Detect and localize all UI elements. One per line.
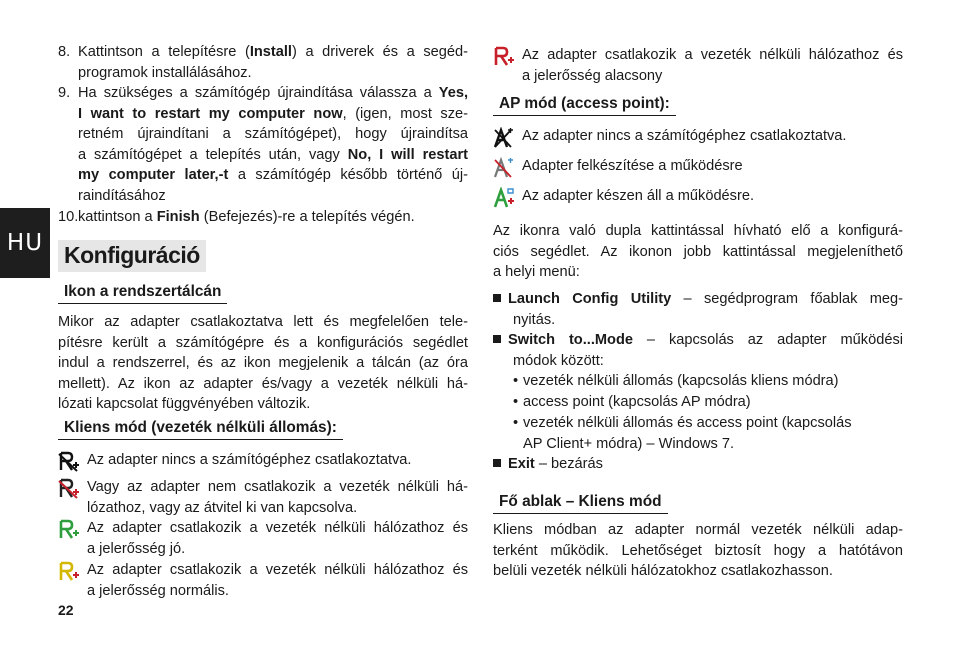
status-description: Az adapter nincs a számítógéphez csatlakoztatva.: [522, 128, 847, 144]
section-title: Konfiguráció: [58, 240, 206, 272]
bullet-dot-icon: •: [513, 415, 519, 431]
ap-disconnected-icon: [493, 127, 515, 149]
ap-heading: AP mód (access point):: [493, 95, 676, 116]
status-description: Az adapter készen áll a működésre.: [522, 188, 755, 204]
step-text-line: retném újraindítani a számítógépet), hogy újraindítsa: [78, 126, 468, 143]
status-description: Az adapter nincs a számítógéphez csatlakoztatva.: [87, 452, 412, 468]
bullet-square-icon: [493, 335, 501, 343]
mode-option: vezeték nélküli állomás (kapcsolás kliens módra): [523, 373, 839, 389]
step-number: 10.: [58, 209, 79, 225]
main-window-heading: Fő ablak – Kliens mód: [493, 493, 668, 514]
step-text-line: raindításához: [78, 188, 166, 204]
status-description: lózathoz, vagy az átvitel ki van kapcsolva.: [87, 499, 358, 516]
paragraph-line: pítésre került a számítógépre és a konfigurációs segédlet: [58, 334, 468, 351]
paragraph-line: ciós segédlet. Az ikonon jobb kattintással megjeleníthető: [493, 243, 903, 260]
page-number: 22: [58, 602, 74, 618]
status-description: Adapter felkészítése a működésre: [522, 158, 743, 174]
mode-option: AP Client+ módra) – Windows 7.: [523, 435, 735, 452]
client-signal-good-icon: [58, 519, 80, 541]
status-description: Az adapter csatlakozik a vezeték nélküli hálózathoz és: [87, 520, 468, 536]
step-text-line: kattintson a Finish (Befejezés)-re a telepítés végén.: [78, 209, 415, 225]
ap-preparing-icon: [493, 157, 515, 179]
step-text-line: programok installálásához.: [78, 64, 252, 81]
status-description: a jelerősség normális.: [87, 582, 229, 599]
bullet-square-icon: [493, 459, 501, 467]
status-description: Az adapter csatlakozik a vezeték nélküli hálózathoz és: [87, 562, 468, 578]
bullet-dot-icon: •: [513, 373, 519, 389]
client-signal-normal-icon: [58, 561, 80, 583]
mode-option: vezeték nélküli állomás és access point (kapcsolás: [523, 415, 852, 431]
language-tab: HU: [0, 208, 50, 278]
status-description: Vagy az adapter nem csatlakozik a vezeték nélküli há-: [87, 479, 468, 495]
paragraph-line: terként működik. Lehetőséget biztosít hogy a hatótávon: [493, 542, 903, 559]
status-description: Az adapter csatlakozik a vezeték nélküli hálózathoz és: [522, 47, 903, 63]
step-text-line: my computer later,-t a számítógép később történő új-: [78, 167, 468, 184]
paragraph-line: Mikor az adapter csatlakoztatva lett és megfelelően tele-: [58, 314, 468, 330]
tray-heading: Ikon a rendszertálcán: [58, 283, 227, 304]
step-text-line: a számítógépet a telepítés után, vagy No, I will restart: [78, 146, 468, 163]
menu-item-launch: Launch Config Utility – segédprogram főablak meg-: [493, 289, 903, 310]
paragraph-line: mellett). Az ikon az adapter és/vagy a vezeték nélküli há-: [58, 375, 468, 392]
paragraph-line: Kliens módban az adapter normál vezeték nélküli adap-: [493, 522, 903, 538]
client-disconnected-icon: [58, 451, 80, 473]
client-not-connected-icon: [58, 478, 80, 500]
menu-item-switch: Switch to...Mode – kapcsolás az adapter működési: [493, 330, 903, 351]
menu-item-switch-cont: módok között:: [513, 353, 604, 369]
step-number: 9.: [58, 85, 71, 101]
client-heading: Kliens mód (vezeték nélküli állomás):: [58, 419, 343, 440]
mode-option: access point (kapcsolás AP módra): [523, 394, 751, 410]
status-description: a jelerősség jó.: [87, 540, 186, 557]
paragraph-line: indul a rendszerrel, és az ikon megjelenik a tálcán (az óra: [58, 355, 468, 372]
menu-item-exit: Exit – bezárás: [493, 454, 603, 475]
paragraph-line: lózati kapcsolat függvényében változik.: [58, 396, 311, 413]
bullet-square-icon: [493, 294, 501, 302]
paragraph-line: belüli vezeték nélküli hálózatokhoz csatlakozhasson.: [493, 563, 833, 580]
ap-ready-icon: [493, 187, 515, 209]
client-signal-low-icon: [493, 46, 515, 68]
step-text-line: I want to restart my computer now, (igen, most sze-: [78, 105, 469, 122]
step-text-line: Kattintson a telepítésre (Install) a driverek és a segéd-: [78, 44, 468, 60]
step-number: 8.: [58, 44, 71, 60]
paragraph-line: Az ikonra való dupla kattintással hívható elő a konfigurá-: [493, 223, 903, 239]
step-text-line: Ha szükséges a számítógép újraindítása válassza a Yes,: [78, 85, 468, 101]
bullet-dot-icon: •: [513, 394, 519, 410]
menu-item-launch-cont: nyitás.: [513, 312, 556, 328]
paragraph-line: a helyi menü:: [493, 264, 580, 281]
status-description: a jelerősség alacsony: [522, 67, 663, 84]
